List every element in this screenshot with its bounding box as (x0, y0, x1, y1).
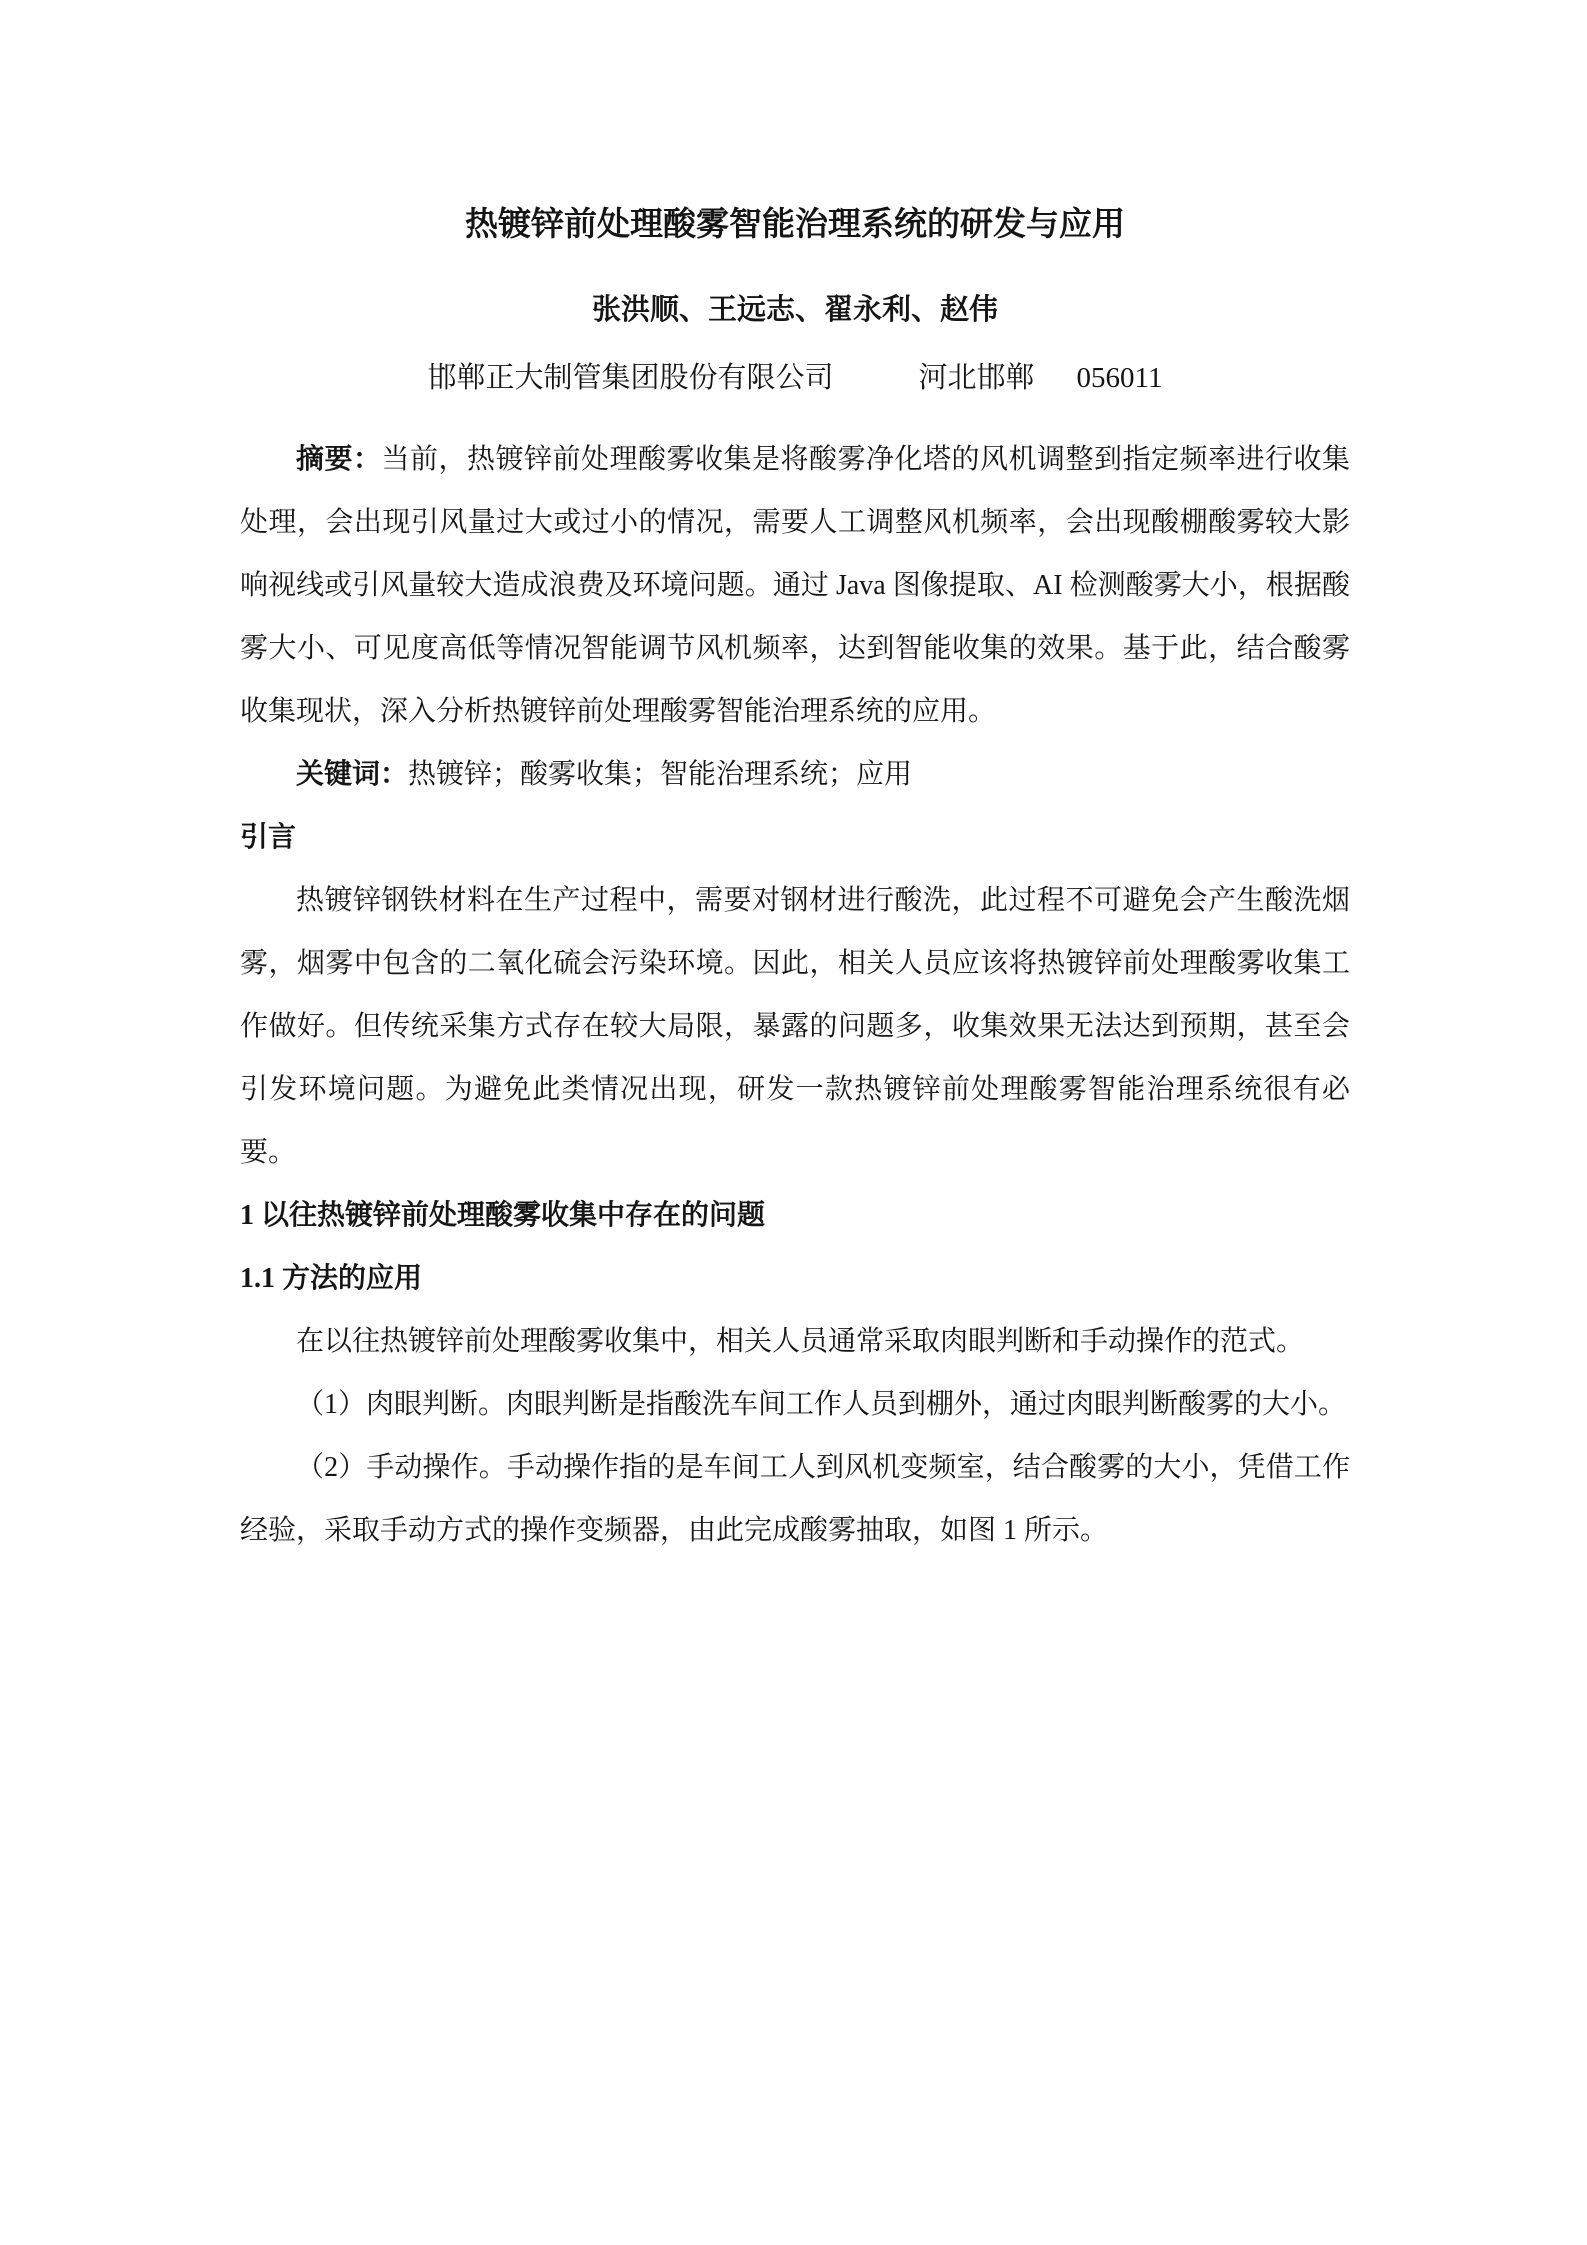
affiliation-postcode: 056011 (1076, 362, 1163, 394)
abstract-label: 摘要： (296, 444, 382, 475)
section-1-1-paragraph-1: 在以往热镀锌前处理酸雾收集中，相关人员通常采取肉眼判断和手动操作的范式。 (296, 1326, 1305, 1357)
introduction-paragraph: 热镀锌钢铁材料在生产过程中，需要对钢材进行酸洗，此过程不可避免会产生酸洗烟雾，烟雾中包含的二氧化硫会污染环境。因此，相关人员应该将热镀锌前处理酸雾收集工作做好。但传统采集方式存在较大局限，暴露的问题多，收集效果无法达到预期，甚至会引发环境问题。为避免此类情况出现，研发一款热镀锌前处理酸雾智能治理系统很有必要。 (240, 885, 1350, 1168)
paper-authors: 张洪顺、王远志、翟永利、赵伟 (591, 294, 998, 326)
paper-affiliation (240, 356, 1350, 400)
introduction-heading: 引言 (240, 822, 297, 853)
affiliation-company: 邯郸正大制管集团股份有限公司 (427, 362, 834, 394)
section-1-1-paragraph-2: （1）肉眼判断。肉眼判断是指酸洗车间工作人员到棚外，通过肉眼判断酸雾的大小。 (296, 1389, 1347, 1420)
section-1-heading: 1 以往热镀锌前处理酸雾收集中存在的问题 (240, 1200, 766, 1231)
keywords-label: 关键词： (296, 759, 409, 790)
section-1-1-heading: 1.1 方法的应用 (240, 1263, 423, 1294)
paper-title: 热镀锌前处理酸雾智能治理系统的研发与应用 (465, 207, 1125, 243)
section-1-1-paragraph-3: （2）手动操作。手动操作指的是车间工人到风机变频室，结合酸雾的大小，凭借工作经验，采取手动方式的操作变频器，由此完成酸雾抽取，如图 1 所示。 (240, 1452, 1350, 1546)
affiliation-location: 河北邯郸 (918, 362, 1035, 394)
keywords-paragraph (240, 743, 1350, 806)
keywords-text: 热镀锌；酸雾收集；智能治理系统；应用 (408, 759, 913, 790)
abstract-paragraph (240, 428, 1350, 743)
abstract-text: 当前，热镀锌前处理酸雾收集是将酸雾净化塔的风机调整到指定频率进行收集处理，会出现引风量过大或过小的情况，需要人工调整风机频率，会出现酸棚酸雾较大影响视线或引风量较大造成浪费及环境问题。通过 Java 图像提取、AI 检测酸雾大小，根据酸雾大小、可见度高低等情况智能调节风机频率，达到智能收集的效果。基于此，结合酸雾收集现状，深入分析热镀锌前处理酸雾智能治理系统的应用。 (240, 444, 1350, 727)
